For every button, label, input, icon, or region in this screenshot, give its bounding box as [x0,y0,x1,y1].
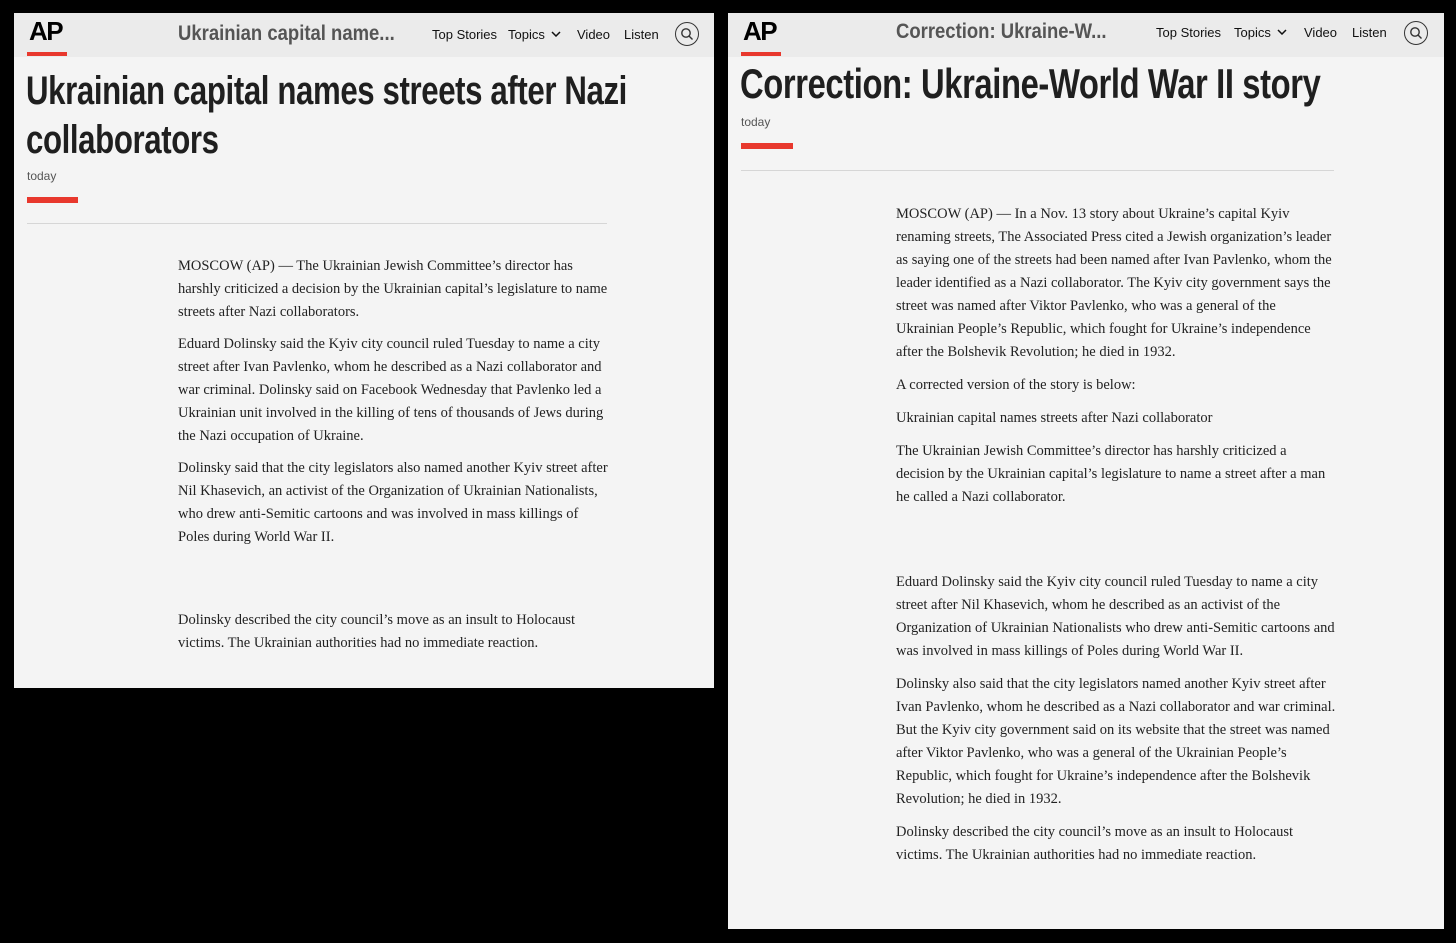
article-date: today [27,169,57,183]
search-button[interactable] [1404,21,1428,45]
article-paragraph: MOSCOW (AP) — The Ukrainian Jewish Committee’s director has harshly criticized a decision by the Ukrainian capital’s legislature to name streets after Nazi collaborators. [178,258,608,320]
headline-line-2: collaborators [26,118,219,162]
nav-article-title: Ukrainian capital name... [178,22,395,45]
headline-accent-bar [741,143,793,149]
article-panel-correction [728,13,1444,929]
search-button[interactable] [675,22,699,46]
article-paragraph: A corrected version of the story is below: [896,377,1136,393]
nav-link-topics[interactable] [508,27,561,42]
top-nav-bar [728,13,1444,57]
ap-logo[interactable] [27,16,69,56]
article-paragraph: MOSCOW (AP) — In a Nov. 13 story about Ukraine’s capital Kyiv renaming streets, The Associated Press cited a Jewish organization’s leader as saying one of the streets had been named after Ivan Pavlenko, whom the leader identified as a Nazi collaborator. The Kyiv city government says the street was named after Viktor Pavlenko, who was a general of the Ukrainian People’s Republic, which fought for Ukraine’s independence after the Bolshevik Revolution; he died in 1932. [896,206,1332,360]
headline-accent-bar [27,197,78,203]
article-headline [26,67,627,165]
article-date: today [741,115,771,129]
nav-link-topics[interactable] [1234,25,1287,40]
article-paragraph: Eduard Dolinsky said the Kyiv city council ruled Tuesday to name a city street after Nil Khasevich, whom he described as an activist of the Organization of Ukrainian Nationalists who drew anti-Semitic cartoons and was involved in mass killings of Poles during World War II. [896,574,1335,659]
chevron-down-icon [551,25,561,40]
article-paragraph: Dolinsky described the city council’s move as an insult to Holocaust victims. The Ukrainian authorities had no immediate reaction. [896,824,1294,863]
article-body [178,255,608,655]
ap-logo-underline [741,52,781,56]
header-divider [27,223,607,224]
article-paragraph: The Ukrainian Jewish Committee’s director has harshly criticized a decision by the Ukrainian capital’s legislature to name a street after a man he called a Nazi collaborator. [896,443,1326,505]
nav-link-topics-label: Topics [1234,25,1271,40]
article-headline: Correction: Ukraine-World War II story [740,60,1321,107]
top-nav-bar [14,13,714,57]
nav-link-listen[interactable]: Listen [624,27,659,42]
nav-link-top-stories[interactable]: Top Stories [432,27,498,42]
ap-logo-text: AP [29,16,63,46]
chevron-down-icon [1277,23,1287,38]
nav-article-title: Correction: Ukraine-W... [896,20,1107,43]
article-paragraph: Dolinsky said that the city legislators also named another Kyiv street after Nil Khasevich, an activist of the Organization of Ukrainian Nationalists, who drew anti-Semitic cartoons and was involved in mass killings of Poles during World War II. [178,460,608,545]
ap-logo-text: AP [743,16,777,46]
header-divider [741,170,1334,171]
nav-link-listen[interactable]: Listen [1352,25,1387,40]
ap-logo-underline [27,52,67,56]
search-icon [1409,26,1423,40]
nav-link-topics-label: Topics [508,27,545,42]
article-body [896,203,1336,867]
article-paragraph: Dolinsky described the city council’s move as an insult to Holocaust victims. The Ukrainian authorities had no immediate reaction. [178,612,576,651]
article-paragraph: Dolinsky also said that the city legislators named another Kyiv street after Ivan Pavlenko, whom he described as a Nazi collaborator and war criminal. But the Kyiv city government said on its website that the street was named after Viktor Pavlenko, who was a general of the Ukrainian People’s Republic, which fought for Ukraine’s independence after the Bolshevik Revolution; he died in 1932. [896,676,1336,807]
ap-logo[interactable] [741,16,783,56]
headline-line-1: Ukrainian capital names streets after Nazi [26,69,627,113]
article-paragraph: Eduard Dolinsky said the Kyiv city council ruled Tuesday to name a city street after Ivan Pavlenko, whom he described as a Nazi collaborator and war criminal. Dolinsky said on Facebook Wednesday that Pavlenko led a Ukrainian unit involved in the killing of tens of thousands of Jews during the Nazi occupation of Ukraine. [178,336,604,444]
article-paragraph: Ukrainian capital names streets after Nazi collaborator [896,410,1213,426]
nav-link-video[interactable]: Video [1304,25,1338,40]
nav-link-video[interactable]: Video [577,27,611,42]
article-panel-original [14,13,714,688]
search-icon [680,27,694,41]
nav-link-top-stories[interactable]: Top Stories [1156,25,1222,40]
